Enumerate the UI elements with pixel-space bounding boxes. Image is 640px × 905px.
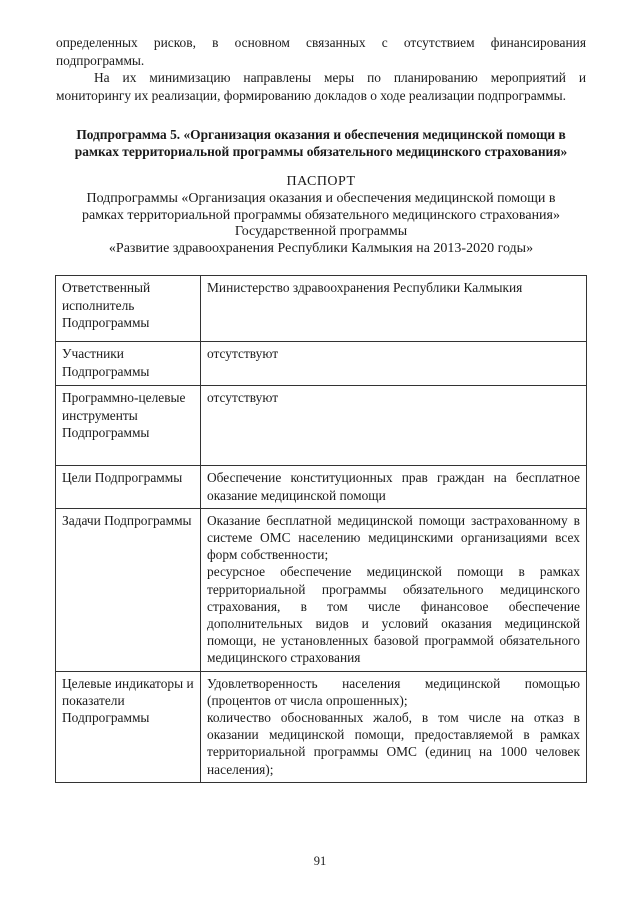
page-number: 91 xyxy=(313,854,327,868)
task-line-1: Оказание бесплатной медицинской помощи застрахованному в системе ОМС населению медицинскими организациями всех форм собственности; xyxy=(207,512,580,563)
indicator-line-1: Удовлетворенность населения медицинской помощью (процентов от числа опрошенных); xyxy=(207,675,580,708)
table-row xyxy=(56,466,587,508)
table-row xyxy=(56,276,587,342)
row-key: Участники Подпрограммы xyxy=(56,342,201,386)
passport-title: ПАСПОРТ xyxy=(286,174,356,190)
passport-line-3: Государственной программы xyxy=(234,224,408,240)
document-page xyxy=(56,34,586,783)
row-key: Программно-целевые инструменты Подпрограммы xyxy=(56,386,201,466)
row-value: Министерство здравоохранения Республики Калмыкия xyxy=(201,276,587,342)
passport-line-1: Подпрограммы «Организация оказания и обеспечения медицинской помощи в xyxy=(86,190,556,206)
row-key: Задачи Подпрограммы xyxy=(56,508,201,671)
table-row xyxy=(56,508,587,671)
task-line-2: ресурсное обеспечение медицинской помощи в рамках территориальной программы обязательного медицинского страхования, в том числе финансовое обеспечение дополнительных видов и условий оказания медицинской помощи, не установленных базовой программой обязательного медицинского страхования xyxy=(207,564,580,666)
intro-paragraph-1: определенных рисков, в основном связанных с отсутствием финансирования подпрограммы. xyxy=(56,35,586,68)
row-key: Ответственный исполнитель Подпрограммы xyxy=(56,276,201,342)
row-value xyxy=(201,508,587,671)
indicator-line-2: количество обоснованных жалоб, в том числе на отказ в оказании медицинской помощи, предоставляемой в рамках территориальной программы ОМС (единиц на 1000 человек населения); xyxy=(207,709,580,777)
table-row xyxy=(56,342,587,386)
table-row xyxy=(56,386,587,466)
table-row xyxy=(56,671,587,782)
intro-paragraph-2: На их минимизацию направлены меры по планированию мероприятий и мониторингу их реализации, формированию докладов о ходе реализации подпрограммы. xyxy=(56,70,586,103)
row-value: отсутствуют xyxy=(201,342,587,386)
passport-table xyxy=(55,275,587,782)
row-value xyxy=(201,671,587,782)
row-value: отсутствуют xyxy=(201,386,587,466)
passport-line-2: рамках территориальной программы обязательного медицинского страхования» xyxy=(81,207,560,223)
passport-header xyxy=(56,174,586,257)
passport-line-4: «Развитие здравоохранения Республики Калмыкия на 2013-2020 годы» xyxy=(108,240,534,256)
subprogram-heading: Подпрограмма 5. «Организация оказания и обеспечения медицинской помощи в рамках территориальной программы обязательного медицинского страхования» xyxy=(74,127,568,160)
row-key: Целевые индикаторы и показатели Подпрограммы xyxy=(56,671,201,782)
row-value: Обеспечение конституционных прав граждан на бесплатное оказание медицинской помощи xyxy=(201,466,587,508)
row-key: Цели Подпрограммы xyxy=(56,466,201,508)
